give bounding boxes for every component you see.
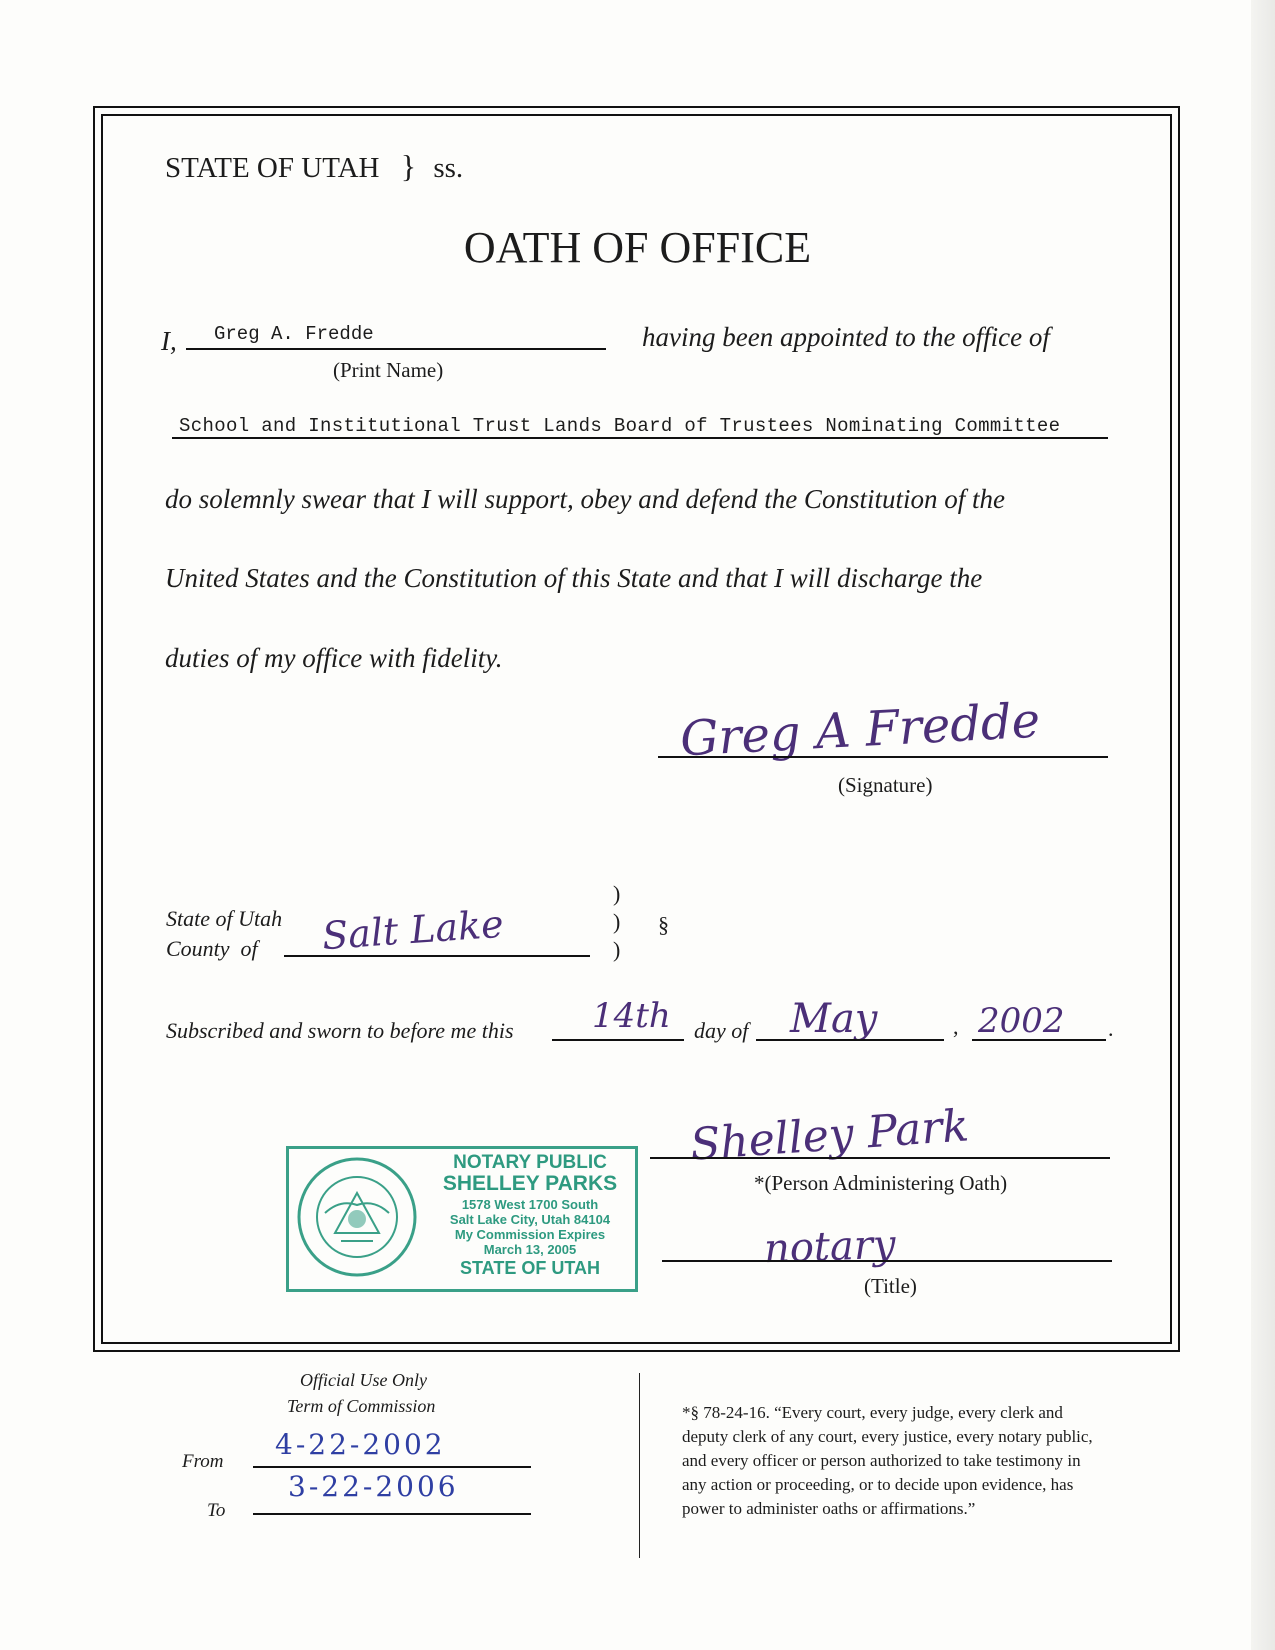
state-heading (165, 148, 463, 185)
from-line (253, 1466, 531, 1468)
to-label: To (207, 1500, 226, 1521)
state-label: STATE OF UTAH (165, 152, 380, 184)
parentheses (613, 880, 620, 964)
month-line (756, 1039, 944, 1041)
day-of-text: day of (694, 1018, 749, 1043)
subscribed-text: Subscribed and sworn to before me this (166, 1018, 514, 1043)
oath-body-line-3: duties of my office with fidelity. (165, 643, 503, 673)
oath-body-line-1: do solemnly swear that I will support, obey and defend the Constitution of the (165, 484, 1005, 514)
appointed-text: having been appointed to the office of (642, 322, 1050, 352)
notary-stamp (286, 1146, 638, 1292)
month-handwriting: May (790, 996, 878, 1042)
oath-body-line-2: United States and the Constitution of this State and that I will discharge the (165, 563, 983, 593)
day-line (552, 1039, 684, 1041)
vertical-divider (639, 1373, 640, 1558)
title-caption: (Title) (864, 1274, 917, 1298)
stamp-line-6: March 13, 2005 (483, 1242, 577, 1257)
county-line (284, 955, 590, 957)
to-line (253, 1513, 531, 1515)
from-date-handwriting: 4-22-2002 (275, 1428, 446, 1461)
signature-handwriting: Greg A Fredde (678, 692, 1042, 768)
footnote-line-2: deputy clerk of any court, every justice, every notary public, (682, 1427, 1093, 1446)
print-name-caption: (Print Name) (333, 358, 444, 382)
footnote-line-3: and every officer or person authorized to take testimony in (682, 1451, 1081, 1470)
stamp-line-4: Salt Lake City, Utah 84104 (449, 1212, 611, 1227)
footnote-line-4: any action or proceeding, or to decide upon evidence, has (682, 1475, 1074, 1494)
from-label: From (182, 1451, 224, 1472)
footnote-line-1: *§ 78-24-16. “Every court, every judge, every clerk and (682, 1403, 1063, 1422)
year-line (972, 1039, 1106, 1041)
section-symbol: § (658, 912, 669, 937)
signature-caption: (Signature) (838, 773, 933, 797)
print-name-line (186, 348, 606, 350)
period: . (1108, 1016, 1114, 1041)
administrator-signature-handwriting: Shelley Park (688, 1100, 971, 1171)
year-handwriting: 2002 (978, 1001, 1065, 1041)
paren-3: ) (613, 937, 621, 962)
stamp-text (425, 1153, 635, 1277)
stamp-line-2: SHELLEY PARKS (442, 1172, 618, 1195)
office-line (172, 437, 1108, 439)
county-label: County of (166, 936, 258, 961)
title-line (662, 1260, 1112, 1262)
footnote-line-5: power to administer oaths or affirmations.” (682, 1499, 976, 1518)
ss-label: ss. (433, 152, 464, 184)
title-handwriting: notary (763, 1221, 897, 1273)
to-date-handwriting: 3-22-2006 (288, 1470, 459, 1503)
brace: } (400, 148, 417, 184)
administrator-caption: *(Person Administering Oath) (754, 1171, 1008, 1195)
document-title: OATH OF OFFICE (463, 223, 812, 272)
stamp-line-3: 1578 West 1700 South (461, 1197, 599, 1212)
stamp-line-7: STATE OF UTAH (460, 1258, 600, 1278)
official-use-heading: Official Use Only (300, 1370, 427, 1390)
state-seal-icon (295, 1155, 419, 1279)
paren-2: ) (613, 909, 621, 934)
day-handwriting: 14th (592, 996, 671, 1036)
comma: , (953, 1014, 959, 1039)
office-value: School and Institutional Trust Lands Board of Trustees Nominating Committee (179, 415, 1061, 437)
county-handwriting: Salt Lake (320, 901, 505, 959)
signature-line (658, 756, 1108, 758)
administrator-line (650, 1157, 1110, 1159)
stamp-line-5: My Commission Expires (454, 1227, 606, 1242)
print-name-value: Greg A. Fredde (214, 323, 374, 345)
footnote (682, 1401, 1093, 1521)
intro-i: I, (161, 326, 177, 356)
paren-1: ) (613, 881, 621, 906)
stamp-line-1: NOTARY PUBLIC (453, 1152, 607, 1173)
term-heading: Term of Commission (287, 1396, 436, 1416)
state-of-utah-label: State of Utah (166, 906, 283, 931)
